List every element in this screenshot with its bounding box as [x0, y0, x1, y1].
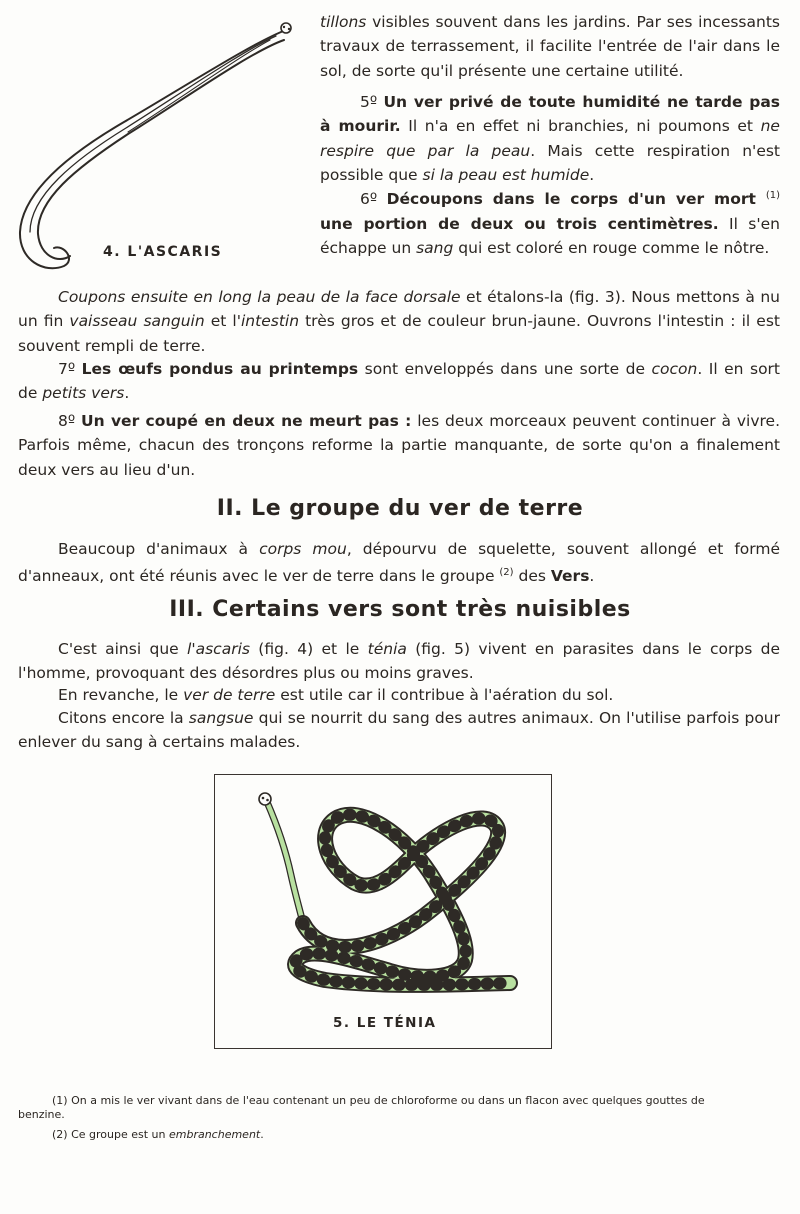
- text: (fig. 5) vivent en parasites dans le corps de l'homme, provoquant des désordres plus ou moins graves.: [18, 640, 780, 683]
- text-italic: vaisseau sanguin: [69, 312, 205, 331]
- paragraph-sangsue: [18, 706, 780, 755]
- text: visibles souvent dans les jardins. Par ses incessants travaux de terrassement, il facilite l'entrée de l'air dans le sol, de sorte qu'il présente une certaine utilité.: [320, 13, 780, 80]
- text: est utile car il contribue à l'aération du sol.: [275, 686, 614, 704]
- text-italic: ne respire que par la peau: [320, 117, 780, 160]
- paragraph-7: [18, 357, 780, 406]
- text-bold: Vers: [550, 567, 590, 586]
- text: qui est coloré en rouge comme le nôtre.: [453, 238, 770, 257]
- text: . Mais cette respiration n'est possible que: [320, 141, 781, 185]
- text: .: [589, 567, 595, 586]
- section-heading-3: III. Certains vers sont très nuisibles: [169, 597, 631, 622]
- paragraph-6: [320, 184, 780, 260]
- fig4-caption: 4. L'ASCARIS: [103, 244, 223, 260]
- paragraph-8: [18, 409, 780, 482]
- text-italic: si la peau est humide: [422, 166, 590, 185]
- footnote-ref: (1): [765, 190, 780, 201]
- text: (fig. 4) et le: [249, 640, 368, 658]
- text: En revanche, le: [58, 686, 184, 704]
- footnote-ref: (2): [499, 567, 514, 579]
- text: et étalons-la (fig. 3). Nous mettons à nu un fin: [18, 288, 780, 331]
- text: sont enveloppés dans une sorte de: [358, 360, 652, 378]
- text-italic: tillons: [320, 13, 367, 31]
- text: et l': [204, 312, 241, 331]
- paragraph-ascaris: [18, 637, 780, 686]
- fig5-caption: 5. LE TÉNIA: [333, 1015, 437, 1031]
- text-italic: sangsue: [188, 709, 254, 727]
- text-italic: l'ascaris: [187, 640, 250, 658]
- text: C'est ainsi que: [58, 640, 188, 658]
- text: . Il en sort de: [18, 360, 781, 403]
- text: Il n'a en effet ni branchies, ni poumons et: [400, 117, 761, 136]
- tenia-illustration: [215, 775, 551, 1048]
- paragraph-coupons: [18, 285, 780, 358]
- text: (2) Ce groupe est un: [52, 1128, 169, 1141]
- text: des: [513, 567, 551, 586]
- text: .: [260, 1128, 264, 1141]
- text-italic: embranchement: [168, 1128, 261, 1141]
- paragraph-group: [18, 537, 780, 589]
- paragraph-intro: [320, 10, 780, 83]
- text: Il s'en échappe un: [320, 214, 780, 257]
- text-bold: Découpons dans le corps d'un ver mort: [386, 190, 766, 209]
- paragraph-5: [320, 90, 780, 188]
- text: très gros et de couleur brun-jaune. Ouvrons l'intestin : il est souvent rempli de terre.: [18, 312, 780, 355]
- text-italic: intestin: [241, 312, 300, 331]
- number: 8º: [58, 412, 82, 430]
- text: .: [589, 166, 595, 185]
- footnote-2: [52, 1128, 752, 1142]
- tenia-figure-frame: [214, 774, 552, 1049]
- footnote-1: (1) On a mis le ver vivant dans de l'eau contenant un peu de chloroforme ou dans un flacon avec quelques gouttes de benzine.: [18, 1094, 705, 1121]
- text-italic: ver de terre: [183, 686, 276, 704]
- text-bold: Un ver coupé en deux ne meurt pas :: [81, 412, 412, 430]
- text: les deux morceaux peuvent continuer à vivre. Parfois même, chacun des tronçons reforme la partie manquante, de sorte qu'on a finalement deux vers au lieu d'un.: [18, 412, 781, 479]
- text: .: [124, 384, 130, 403]
- text-bold: Un ver privé de toute humidité ne tarde pas à mourir.: [320, 93, 781, 136]
- text-bold: Les œufs pondus au printemps: [81, 360, 359, 378]
- number: 6º: [360, 190, 387, 209]
- text-italic: ténia: [367, 640, 407, 658]
- paragraph-revanche: [18, 683, 780, 707]
- ascaris-illustration: [4, 12, 304, 282]
- text: Beaucoup d'animaux à: [58, 540, 260, 558]
- text-italic: petits vers: [42, 384, 125, 403]
- number: 5º: [360, 93, 384, 111]
- section-heading-2: II. Le groupe du ver de terre: [216, 496, 584, 521]
- text-italic: cocon: [651, 360, 698, 378]
- text-bold: une portion de deux ou trois centimètres.: [320, 214, 719, 233]
- text: , dépourvu de squelette, souvent allongé et formé d'anneaux, ont été réunis avec le ver de terre dans le groupe: [18, 540, 781, 586]
- number: 7º: [58, 360, 82, 378]
- text: qui se nourrit du sang des autres animaux. On l'utilise parfois pour enlever du sang à certains malades.: [18, 709, 780, 752]
- text-italic: corps mou: [259, 540, 347, 558]
- text: Citons encore la: [58, 709, 189, 727]
- text-italic: Coupons ensuite en long la peau de la face dorsale: [58, 288, 461, 306]
- text-italic: sang: [416, 238, 454, 257]
